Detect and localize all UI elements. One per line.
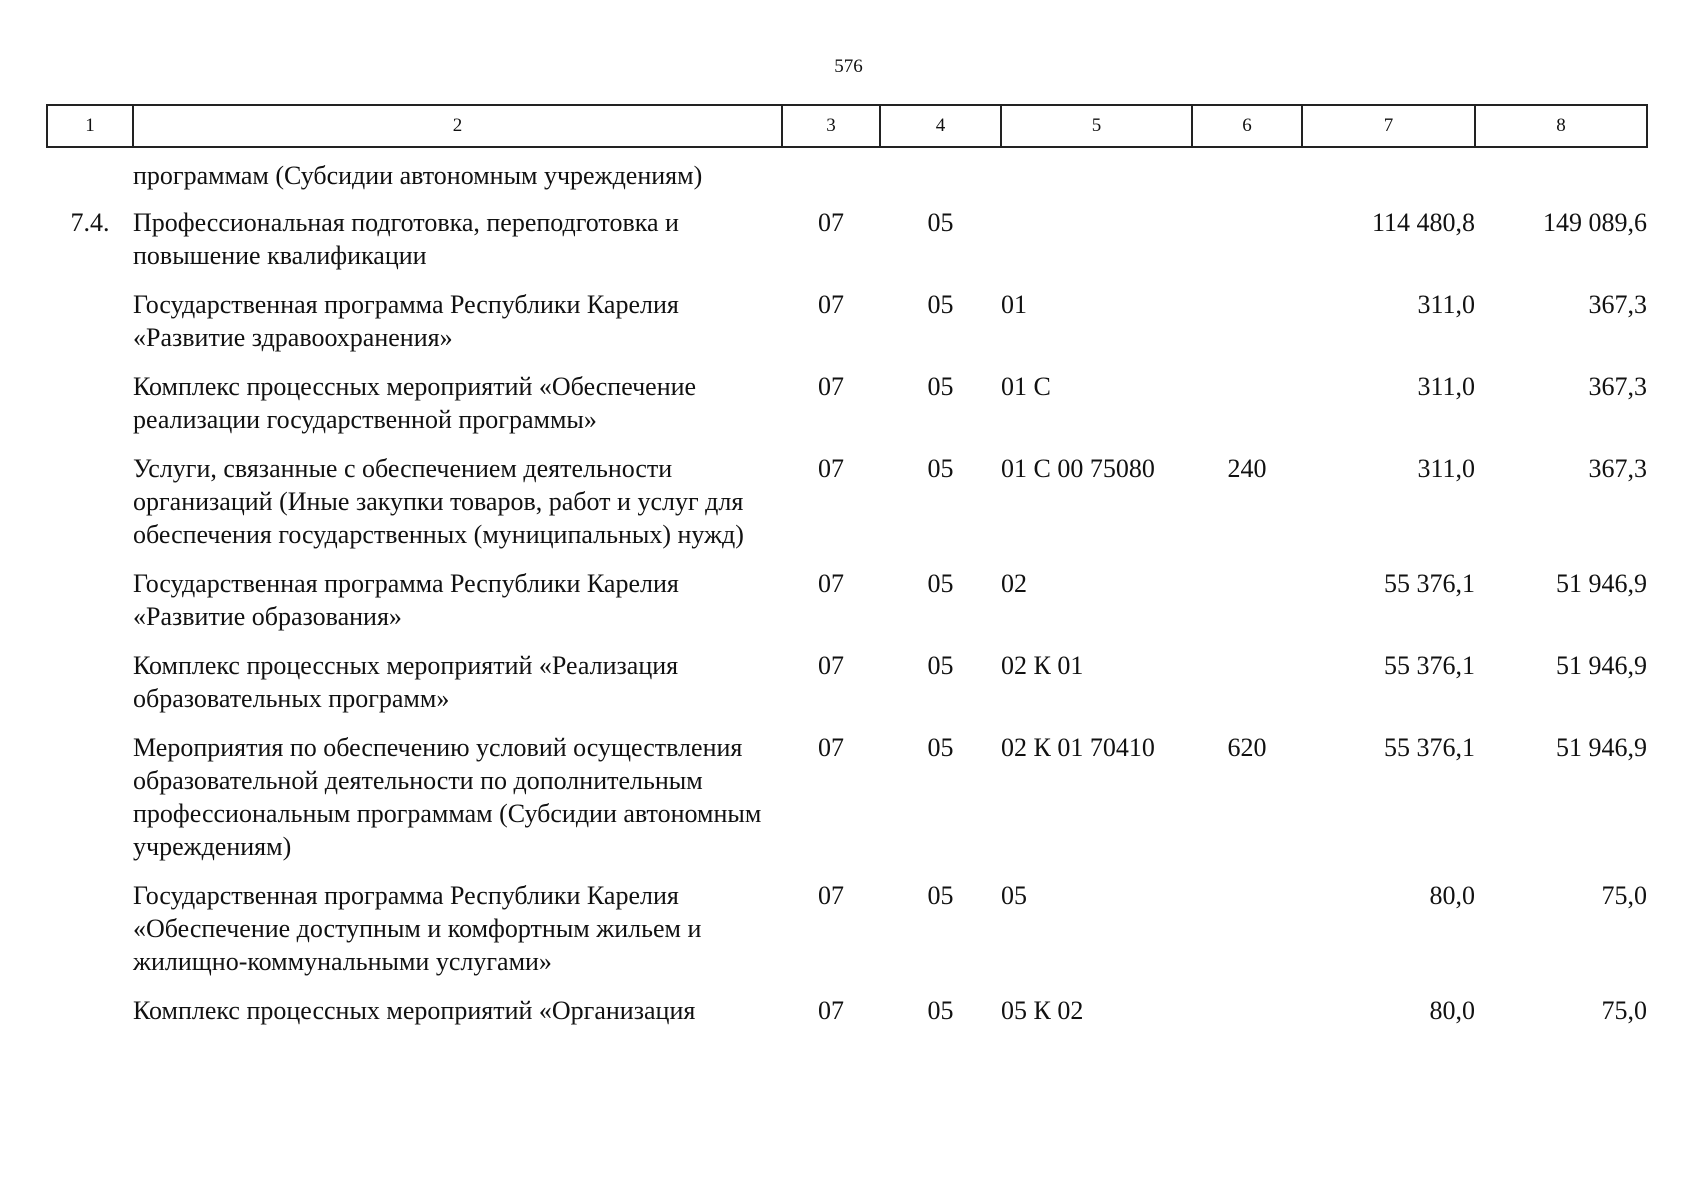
amount-col-8: 149 089,6 bbox=[1543, 208, 1647, 237]
expense-type-code bbox=[1192, 288, 1302, 370]
target-article-code bbox=[1001, 206, 1192, 288]
section-code: 07 bbox=[818, 569, 844, 598]
row-number bbox=[47, 994, 133, 1043]
row-number bbox=[47, 370, 133, 452]
section-code: 07 bbox=[818, 372, 844, 401]
amount-col-7: 311,0 bbox=[1417, 372, 1475, 401]
section-code: 07 bbox=[818, 881, 844, 910]
table-row bbox=[47, 731, 1647, 879]
amount-col-8 bbox=[1475, 147, 1647, 206]
subsection-code: 05 bbox=[927, 651, 954, 680]
section-code: 07 bbox=[818, 290, 844, 319]
subsection-code: 05 bbox=[927, 569, 954, 598]
header-col-1: 1 bbox=[47, 105, 133, 147]
row-name: программам (Субсидии автономным учреждениям) bbox=[133, 161, 703, 190]
expense-type-code bbox=[1192, 879, 1302, 994]
row-name: Комплекс процессных мероприятий «Организация bbox=[133, 996, 696, 1025]
row-name: Государственная программа Республики Карелия «Развитие образования» bbox=[133, 569, 679, 631]
amount-col-7: 55 376,1 bbox=[1384, 733, 1475, 762]
budget-table bbox=[46, 104, 1648, 1043]
amount-col-8: 51 946,9 bbox=[1556, 651, 1647, 680]
section-code bbox=[782, 147, 880, 206]
row-number bbox=[47, 649, 133, 731]
section-code: 07 bbox=[818, 454, 844, 483]
amount-col-8: 367,3 bbox=[1588, 454, 1647, 483]
header-col-7: 7 bbox=[1302, 105, 1475, 147]
subsection-code: 05 bbox=[927, 372, 954, 401]
amount-col-8: 367,3 bbox=[1588, 290, 1647, 319]
header-col-6: 6 bbox=[1192, 105, 1302, 147]
target-article-code: 01 bbox=[1001, 290, 1027, 319]
row-number bbox=[47, 288, 133, 370]
amount-col-8: 75,0 bbox=[1601, 996, 1647, 1025]
header-col-5: 5 bbox=[1001, 105, 1192, 147]
table-row bbox=[47, 649, 1647, 731]
subsection-code: 05 bbox=[927, 733, 954, 762]
target-article-code: 05 bbox=[1001, 881, 1027, 910]
target-article-code: 01 С 00 75080 bbox=[1001, 454, 1155, 483]
row-name: Услуги, связанные с обеспечением деятельности организаций (Иные закупки товаров, работ и услуг для обеспечения государственных (муниципальных) нужд) bbox=[133, 454, 744, 549]
table-row bbox=[47, 452, 1647, 567]
section-code: 07 bbox=[818, 651, 844, 680]
header-col-4: 4 bbox=[880, 105, 1001, 147]
amount-col-8: 367,3 bbox=[1588, 372, 1647, 401]
amount-col-7: 114 480,8 bbox=[1371, 208, 1475, 237]
amount-col-7: 80,0 bbox=[1429, 996, 1475, 1025]
target-article-code: 05 К 02 bbox=[1001, 996, 1084, 1025]
row-name: Профессиональная подготовка, переподготовка и повышение квалификации bbox=[133, 208, 679, 270]
row-name: Комплекс процессных мероприятий «Реализация образовательных программ» bbox=[133, 651, 679, 713]
row-number bbox=[47, 567, 133, 649]
header-col-3: 3 bbox=[782, 105, 880, 147]
target-article-code: 02 К 01 70410 bbox=[1001, 733, 1155, 762]
target-article-code bbox=[1001, 147, 1192, 206]
subsection-code: 05 bbox=[927, 208, 954, 237]
expense-type-code bbox=[1192, 994, 1302, 1043]
amount-col-7: 311,0 bbox=[1417, 290, 1475, 319]
amount-col-7: 311,0 bbox=[1417, 454, 1475, 483]
subsection-code: 05 bbox=[927, 454, 954, 483]
expense-type-code bbox=[1192, 206, 1302, 288]
subsection-code bbox=[880, 147, 1001, 206]
amount-col-8: 51 946,9 bbox=[1556, 569, 1647, 598]
row-number bbox=[47, 452, 133, 567]
amount-col-8: 75,0 bbox=[1601, 881, 1647, 910]
row-name: Государственная программа Республики Карелия «Обеспечение доступным и комфортным жильем и жилищно-коммунальными услугами» bbox=[133, 881, 702, 976]
expense-type-code bbox=[1192, 567, 1302, 649]
subsection-code: 05 bbox=[927, 290, 954, 319]
section-code: 07 bbox=[818, 733, 844, 762]
page-number: 576 bbox=[834, 56, 863, 77]
subsection-code: 05 bbox=[927, 996, 954, 1025]
expense-type-code bbox=[1192, 649, 1302, 731]
row-number bbox=[47, 731, 133, 879]
table-row bbox=[47, 370, 1647, 452]
row-number: 7.4. bbox=[70, 208, 110, 237]
row-name: Мероприятия по обеспечению условий осуществления образовательной деятельности по дополнительным профессиональным программам (Субсидии автономным учреждениям) bbox=[133, 733, 762, 861]
header-col-2: 2 bbox=[133, 105, 782, 147]
target-article-code: 02 bbox=[1001, 569, 1027, 598]
section-code: 07 bbox=[818, 996, 844, 1025]
header-col-8: 8 bbox=[1475, 105, 1647, 147]
subsection-code: 05 bbox=[927, 881, 954, 910]
table-row bbox=[47, 206, 1647, 288]
amount-col-7 bbox=[1302, 147, 1475, 206]
amount-col-7: 80,0 bbox=[1429, 881, 1475, 910]
section-code: 07 bbox=[818, 208, 844, 237]
target-article-code: 01 С bbox=[1001, 372, 1051, 401]
amount-col-7: 55 376,1 bbox=[1384, 651, 1475, 680]
row-name: Государственная программа Республики Карелия «Развитие здравоохранения» bbox=[133, 290, 679, 352]
table-row bbox=[47, 288, 1647, 370]
table-row bbox=[47, 879, 1647, 994]
expense-type-code: 620 bbox=[1227, 733, 1267, 762]
expense-type-code bbox=[1192, 370, 1302, 452]
amount-col-7: 55 376,1 bbox=[1384, 569, 1475, 598]
column-number-header bbox=[47, 105, 1647, 147]
amount-col-8: 51 946,9 bbox=[1556, 733, 1647, 762]
row-name: Комплекс процессных мероприятий «Обеспечение реализации государственной программы» bbox=[133, 372, 697, 434]
expense-type-code: 240 bbox=[1227, 454, 1267, 483]
table-row bbox=[47, 994, 1647, 1043]
table-row bbox=[47, 567, 1647, 649]
row-number bbox=[47, 147, 133, 206]
row-number bbox=[47, 879, 133, 994]
target-article-code: 02 К 01 bbox=[1001, 651, 1084, 680]
expense-type-code bbox=[1192, 147, 1302, 206]
table-row bbox=[47, 147, 1647, 206]
